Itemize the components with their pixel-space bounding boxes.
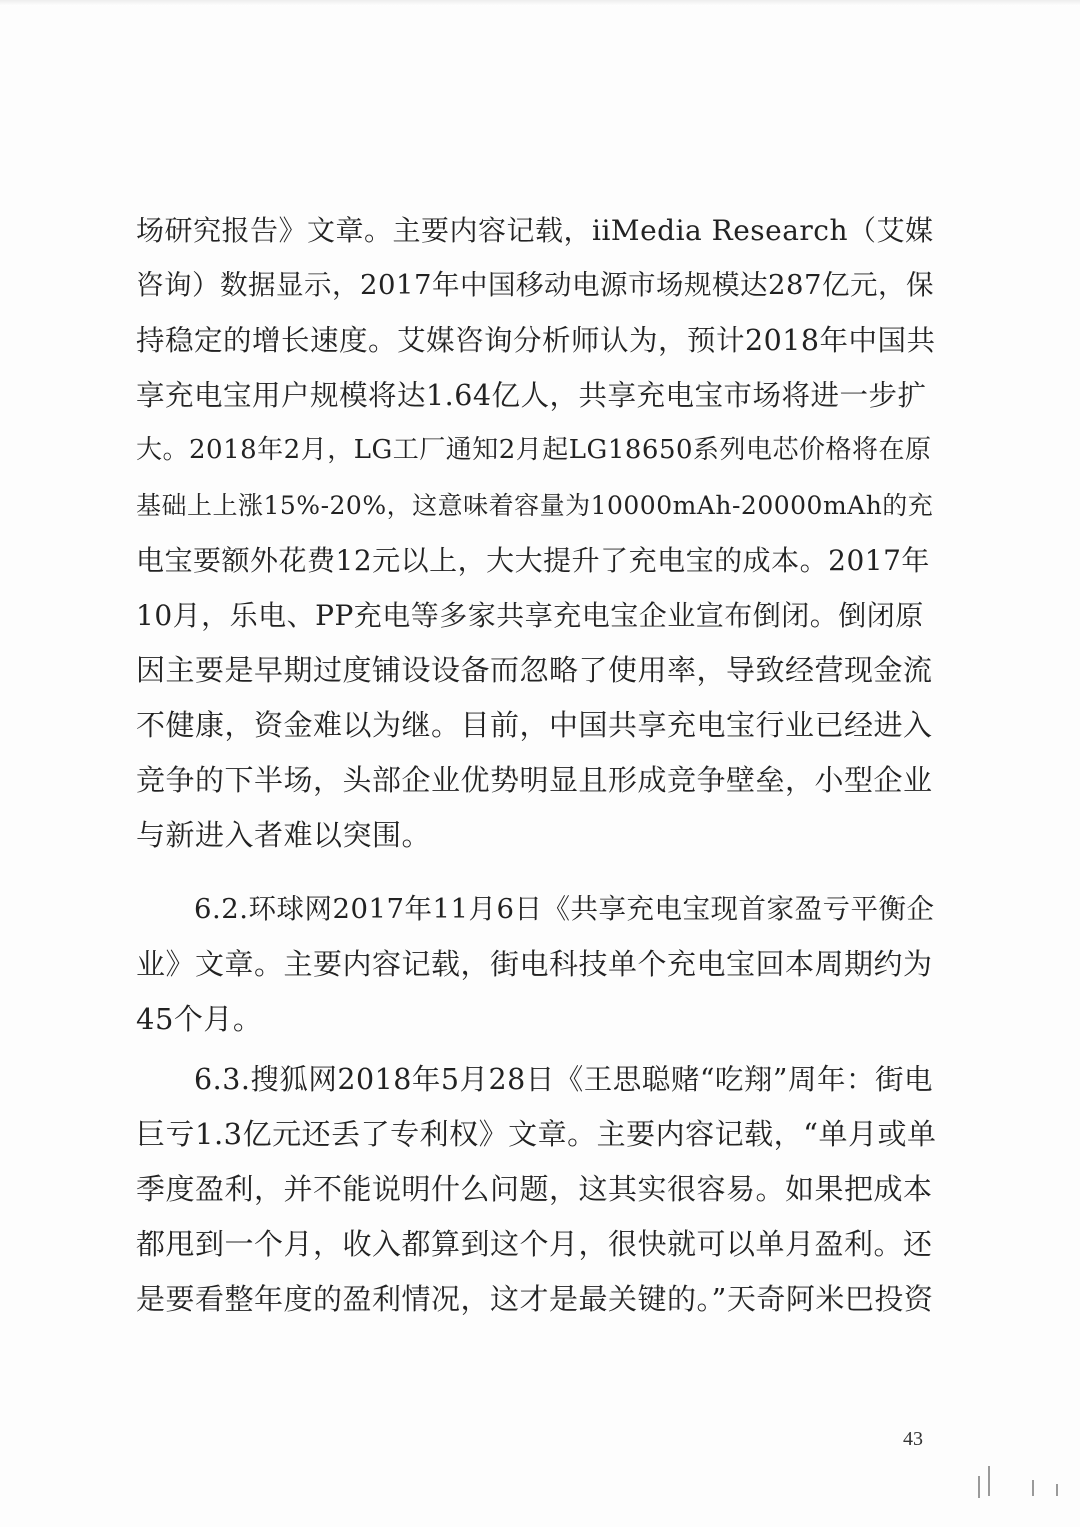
text-line: 不健康，资金难以为继。目前，中国共享充电宝行业已经进入 (136, 708, 933, 742)
scan-artifact (1032, 1480, 1034, 1496)
text-line: 享充电宝用户规模将达1.64亿人，共享充电宝市场将进一步扩 (136, 379, 927, 412)
paragraph-6-3 (136, 1052, 936, 1327)
paragraph-market-report (136, 203, 936, 863)
text-line: 因主要是早期过度铺设设备而忽略了使用率，导致经营现金流 (136, 653, 933, 687)
scan-artifact (988, 1466, 990, 1496)
text-line: 竞争的下半场，头部企业优势明显且形成竞争壁垒，小型企业 (136, 763, 933, 797)
text-line: 持稳定的增长速度。艾媒咨询分析师认为，预计2018年中国共 (136, 324, 936, 357)
text-line: 是要看整年度的盈利情况，这才是最关键的。”天奇阿米巴投资 (136, 1282, 934, 1316)
text-line: 与新进入者难以突围。 (136, 818, 432, 852)
text-line: 都甩到一个月，收入都算到这个月，很快就可以单月盈利。还 (136, 1227, 933, 1261)
text-line: 基础上上涨15%-20%，这意味着容量为10000mAh-20000mAh的充 (136, 491, 934, 520)
text-line: 巨亏1.3亿元还丢了专利权》文章。主要内容记载，“单月或单 (136, 1117, 936, 1151)
text-line: 场研究报告》文章。主要内容记载，iiMedia Research（艾媒 (136, 214, 934, 247)
text-line: 季度盈利，并不能说明什么问题，这其实很容易。如果把成本 (136, 1172, 933, 1206)
text-line: 10月，乐电、PP充电等多家共享充电宝企业宣布倒闭。倒闭原 (136, 599, 924, 632)
text-line: 6.3.搜狐网2018年5月28日《王思聪赌“吃翔”周年：街电 (194, 1063, 933, 1096)
text-line: 大。2018年2月，LG工厂通知2月起LG18650系列电芯价格将在原 (136, 435, 932, 465)
text-line: 咨询）数据显示，2017年中国移动电源市场规模达287亿元，保 (136, 269, 934, 301)
scan-top-edge (0, 0, 1080, 6)
scan-artifact (1056, 1484, 1058, 1496)
text-line: 6.2.环球网2017年11月6日《共享充电宝现首家盈亏平衡企 (194, 893, 935, 925)
page-number: 43 (903, 1428, 923, 1450)
text-line: 业》文章。主要内容记载，街电科技单个充电宝回本周期约为 (136, 947, 933, 981)
paragraph-6-2 (136, 882, 936, 1047)
scan-artifact (978, 1476, 980, 1498)
text-line: 电宝要额外花费12元以上，大大提升了充电宝的成本。2017年 (136, 544, 930, 577)
text-line: 45个月。 (136, 1002, 263, 1036)
